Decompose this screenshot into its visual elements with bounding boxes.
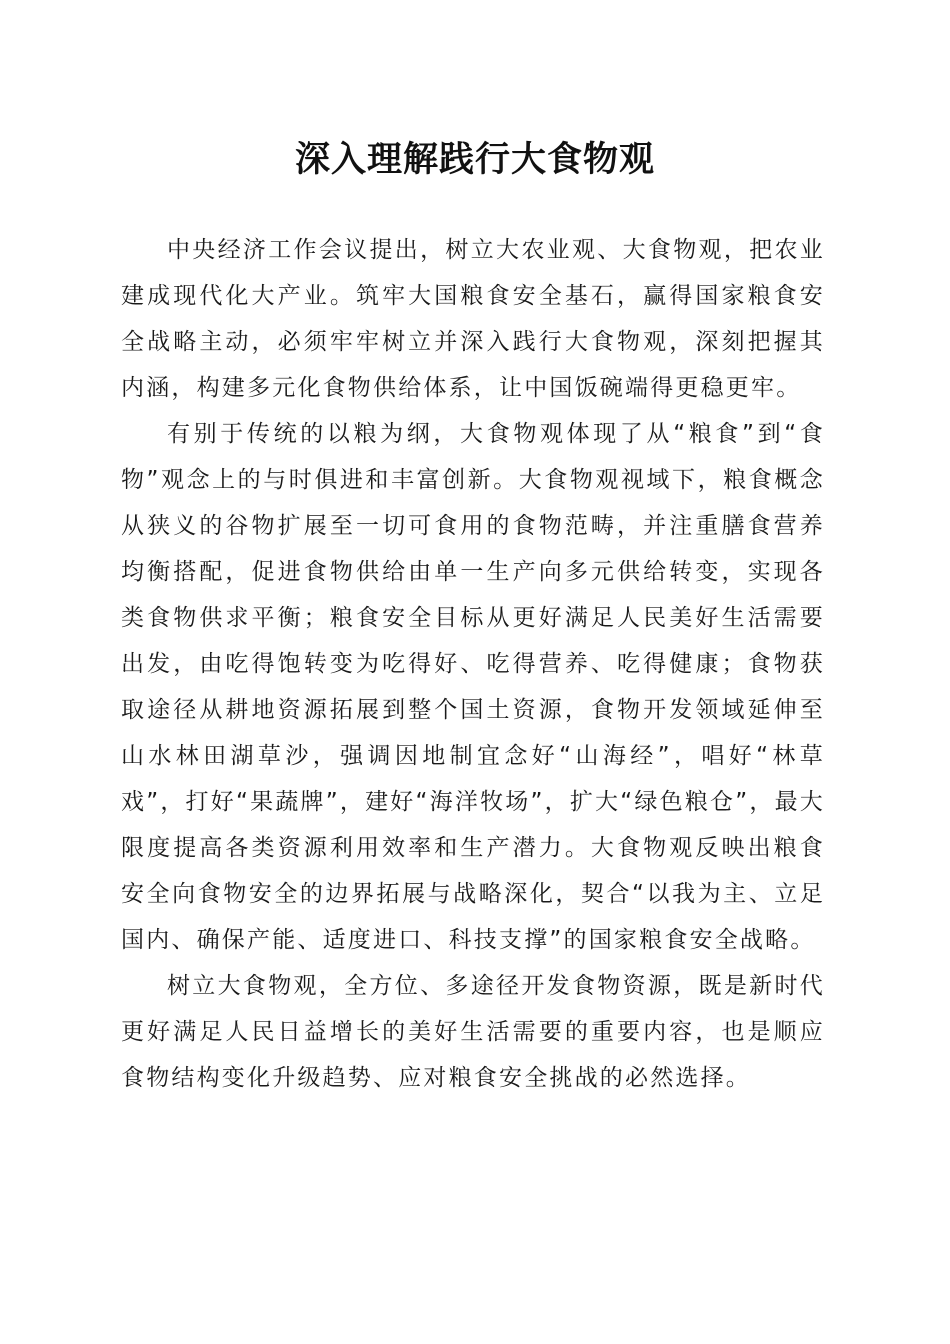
paragraph-1: 中央经济工作会议提出，树立大农业观、大食物观，把农业建成现代化大产业。筑牢大国粮食安全基石，赢得国家粮食安全战略主动，必须牢牢树立并深入践行大食物观，深刻把握其内涵，构建多元化食物供给体系，让中国饭碗端得更稳更牢。 (121, 237, 825, 401)
document-title: 深入理解践行大食物观 (294, 139, 655, 180)
paragraph-2: 有别于传统的以粮为纲，大食物观体现了从“粮食”到“食物”观念上的与时俱进和丰富创新。大食物观视域下，粮食概念从狭义的谷物扩展至一切可食用的食物范畴，并注重膳食营养均衡搭配，促进食物供给由单一生产向多元供给转变，实现各类食物供求平衡；粮食安全目标从更好满足人民美好生活需要出发，由吃得饱转变为吃得好、吃得营养、吃得健康；食物获取途径从耕地资源拓展到整个国土资源，食物开发领域延伸至山水林田湖草沙，强调因地制宜念好“山海经”，唱好“林草戏”，打好“果蔬牌”，建好“海洋牧场”，扩大“绿色粮仓”，最大限度提高各类资源利用效率和生产潜力。大食物观反映出粮食安全向食物安全的边界拓展与战略深化，契合“以我为主、立足国内、确保产能、适度进口、科技支撑”的国家粮食安全战略。 (121, 421, 825, 953)
paragraph-3: 树立大食物观，全方位、多途径开发食物资源，既是新时代更好满足人民日益增长的美好生活需要的重要内容，也是顺应食物结构变化升级趋势、应对粮食安全挑战的必然选择。 (121, 973, 825, 1091)
document-body (121, 227, 825, 1101)
